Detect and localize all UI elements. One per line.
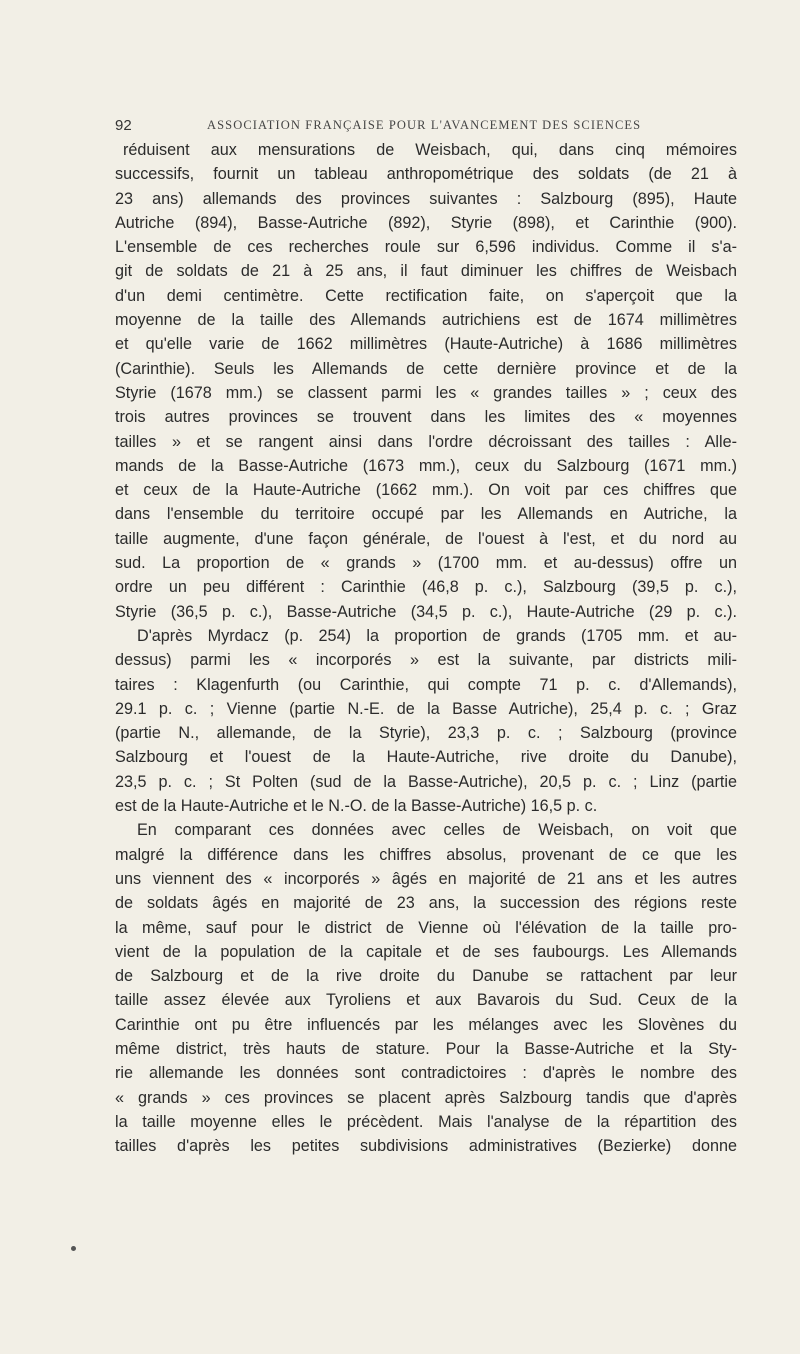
page-number: 92 [115,117,132,134]
text-line: sud. La proportion de « grands » (1700 mm. et au-dessus) offre un [115,554,737,573]
text-line: la taille moyenne elles le précèdent. Mais l'analyse de la répartition des [115,1112,737,1131]
text-line: git de soldats de 21 à 25 ans, il faut diminuer les chiffres de Weisbach [115,262,737,281]
body-text [115,138,737,1158]
text-line: et qu'elle varie de 1662 millimètres (Haute-Autriche) à 1686 millimètres [115,335,737,354]
text-line: rie allemande les données sont contradictoires : d'après le nombre des [115,1064,737,1083]
text-line: uns viennent des « incorporés » âgés en majorité de 21 ans et les autres [115,869,737,888]
text-line: de Salzbourg et de la rive droite du Danube se rattachent par leur [115,967,737,986]
text-line: moyenne de la taille des Allemands autrichiens est de 1674 millimètres [115,311,737,330]
text-line: la même, sauf pour le district de Vienne où l'élévation de la taille pro- [115,918,737,937]
text-line: 23,5 p. c. ; St Polten (sud de la Basse-Autriche), 20,5 p. c. ; Linz (partie [115,772,737,791]
text-line: L'ensemble de ces recherches roule sur 6,596 individus. Comme il s'a- [115,238,737,257]
text-line: même district, très hauts de stature. Pour la Basse-Autriche et la Sty- [115,1039,737,1058]
text-line: En comparant ces données avec celles de Weisbach, on voit que [137,821,737,840]
text-line: 23 ans) allemands des provinces suivantes : Salzbourg (895), Haute [115,189,737,208]
text-line: (Carinthie). Seuls les Allemands de cette dernière province et de la [115,359,737,378]
text-line: Salzbourg et l'ouest de la Haute-Autriche, rive droite du Danube), [115,748,737,767]
text-line: trois autres provinces se trouvent dans les limites des « moyennes [115,408,737,427]
text-line: vient de la population de la capitale et de ses faubourgs. Les Allemands [115,942,737,961]
text-line: de soldats âgés en majorité de 23 ans, la succession des régions reste [115,894,737,913]
text-line: taires : Klagenfurth (ou Carinthie, qui compte 71 p. c. d'Allemands), [115,675,737,694]
text-line: mands de la Basse-Autriche (1673 mm.), ceux du Salzbourg (1671 mm.) [115,456,737,475]
text-line: et ceux de la Haute-Autriche (1662 mm.). On voit par ces chiffres que [115,481,737,500]
text-line: taille assez élevée aux Tyroliens et aux Bavarois du Sud. Ceux de la [115,991,737,1010]
page-header [115,117,735,137]
text-line: dans l'ensemble du territoire occupé par les Allemands en Autriche, la [115,505,737,524]
text-line: dessus) parmi les « incorporés » est la suivante, par districts mili- [115,651,737,670]
text-line: taille augmente, d'une façon générale, de l'ouest à l'est, et du nord au [115,529,737,548]
text-line: Carinthie ont pu être influencés par les mélanges avec les Slovènes du [115,1015,737,1034]
text-line: D'après Myrdacz (p. 254) la proportion de grands (1705 mm. et au- [137,626,737,645]
text-line: malgré la différence dans les chiffres absolus, provenant de ce que les [115,845,737,864]
text-line: réduisent aux mensurations de Weisbach, qui, dans cinq mémoires [123,141,737,159]
text-line: (partie N., allemande, de la Styrie), 23,3 p. c. ; Salzbourg (province [115,724,737,743]
text-line: 29.1 p. c. ; Vienne (partie N.-E. de la Basse Autriche), 25,4 p. c. ; Graz [115,699,737,718]
text-line: Autriche (894), Basse-Autriche (892), Styrie (898), et Carinthie (900). [115,213,737,232]
text-line: tailles » et se rangent ainsi dans l'ordre décroissant des tailles : Alle- [115,432,737,451]
text-line: d'un demi centimètre. Cette rectification faite, on s'aperçoit que la [115,286,737,305]
text-line: Styrie (1678 mm.) se classent parmi les « grandes tailles » ; ceux des [115,383,737,402]
margin-dot-mark [71,1246,76,1251]
text-line: Styrie (36,5 p. c.), Basse-Autriche (34,5 p. c.), Haute-Autriche (29 p. c.). [115,602,737,621]
text-line: « grands » ces provinces se placent après Salzbourg tandis que d'après [115,1088,737,1107]
text-line: ordre un peu différent : Carinthie (46,8 p. c.), Salzbourg (39,5 p. c.), [115,578,737,597]
text-line: tailles d'après les petites subdivisions administratives (Bezierke) donne [115,1137,737,1156]
running-title: ASSOCIATION FRANÇAISE POUR L'AVANCEMENT DES SCIENCES [207,118,642,132]
text-line: est de la Haute-Autriche et le N.-O. de la Basse-Autriche) 16,5 p. c. [115,797,598,816]
text-line: successifs, fournit un tableau anthropométrique des soldats (de 21 à [115,165,737,184]
